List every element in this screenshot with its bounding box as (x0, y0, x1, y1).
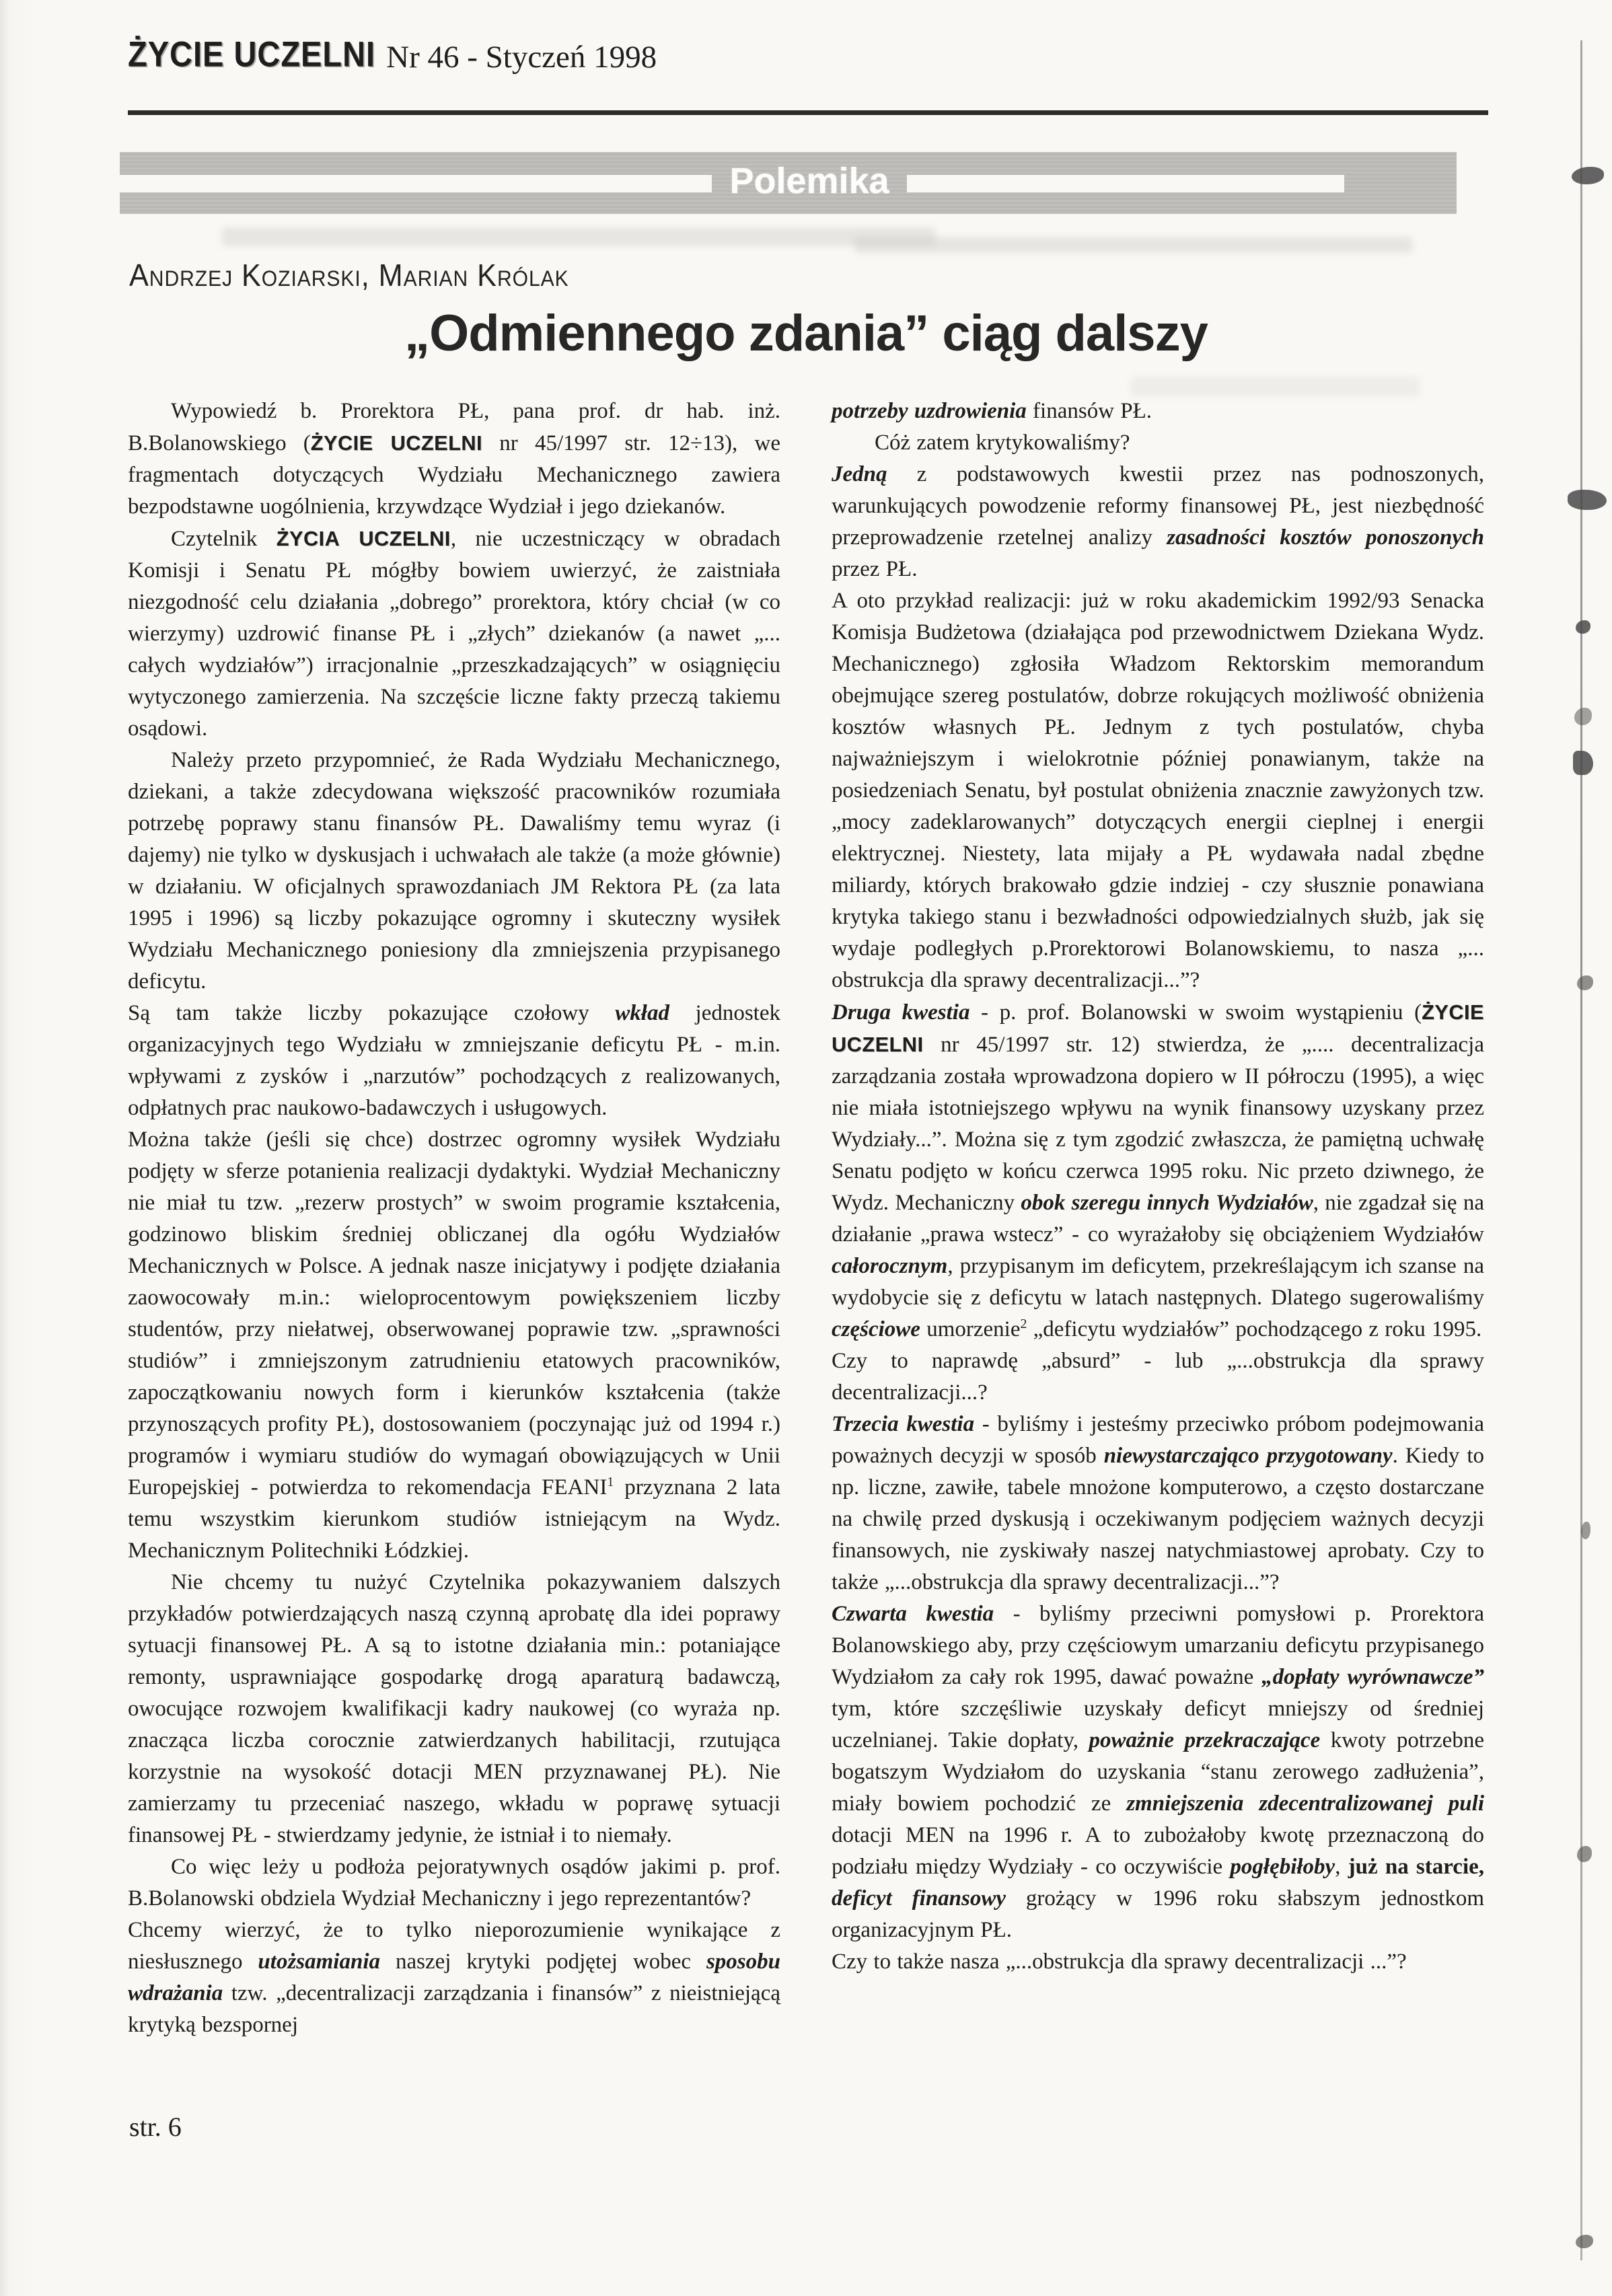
paragraph (832, 1345, 1484, 1409)
text-run: potrzeby uzdrowienia (832, 399, 1027, 423)
text-run: zmniejszenia zdecentralizowanej puli (1126, 1791, 1484, 1816)
text-run: sposobu wdrażania (128, 1950, 781, 2005)
text-run: Wypowiedź b. Prorektora PŁ, pana prof. dr hab. inż. B.Bolanowskiego ( (128, 399, 780, 455)
text-run: umorzenie (920, 1317, 1021, 1341)
text-run: wkład (615, 1001, 669, 1025)
scan-speck-artifact (1577, 975, 1593, 990)
text-run: Chcemy wierzyć, że to tylko nieporozumienie wynikające z niesłusznego (128, 1918, 780, 1974)
paragraph (128, 745, 780, 998)
banner-bar-left (120, 175, 712, 192)
bleedthrough-artifact (222, 227, 935, 246)
paragraph (832, 1409, 1484, 1598)
paragraph (128, 523, 780, 745)
text-run: całorocznym (832, 1254, 948, 1278)
text-run: 2 (1020, 1317, 1027, 1331)
text-run: 1 (607, 1475, 614, 1489)
text-run: zasadności kosztów ponoszonych (1167, 525, 1484, 550)
scan-speck-artifact (1576, 2235, 1593, 2248)
scan-speck-artifact (1576, 620, 1590, 634)
polemika-banner (120, 152, 1457, 214)
page-number: str. 6 (129, 2112, 182, 2142)
text-run: Czy to także nasza „...obstrukcja dla sprawy decentralizacji ...”? (832, 1950, 1407, 1974)
paragraph (832, 396, 1484, 427)
paragraph (832, 585, 1484, 996)
text-run: poważnie przekraczające (1089, 1728, 1321, 1752)
text-run: Nie chcemy tu nużyć Czytelnika pokazywaniem dalszych przykładów potwierdzających naszą czynną aprobatę dla idei poprawy sytuacji finansowej PŁ. A są to istotne działania min.: potaniające remonty, usprawniające gospodarkę drogą aparaturą badawczą, owocujące rozwojem kwalifikacji kadry naukowej (co wyraża np. znacząca liczba corocznie zatwierdzanych habilitacji, rzutująca korzystnie na wysokość dotacji MEN przyznawanej PŁ). Nie zamierzamy tu przeceniać naszego, wkładu w poprawę sytuacji finansowej PŁ - stwierdzamy jedynie, że istniał i to niemały. (128, 1570, 780, 1847)
paragraph (832, 459, 1484, 585)
text-run: Jedną (832, 462, 887, 486)
scan-fold-line-artifact (1580, 40, 1582, 2260)
banner-bar-right (907, 175, 1344, 192)
paragraph (832, 427, 1484, 459)
text-run: - p. prof. Bolanowski w swoim wystąpieniu ( (969, 1000, 1422, 1025)
text-run: Należy przeto przypomnieć, że Rada Wydziału Mechanicznego, dziekani, a także zdecydowana większość pracowników rozumiała potrzebę poprawy stanu finansów PŁ. Dawaliśmy temu wyraz (i dajemy) nie tylko w dyskusjach i uchwałach ale także (a może głównie) w działaniu. W oficjalnych sprawozdaniach JM Rektora PŁ (za lata 1995 i 1996) są liczby pokazujące ogromny i skuteczny wysiłek Wydziału Mechanicznego poniesiony dla zmniejszenia przypisanego deficytu. (128, 748, 780, 994)
text-run: Czytelnik (171, 527, 277, 551)
page-header (128, 34, 657, 75)
text-run: „deficytu wydziałów” pochodzącego z roku 1995. (1027, 1317, 1482, 1341)
article-body (128, 396, 1484, 2041)
text-run: jednostek organizacyjnych tego Wydziału w zmniejszanie deficytu PŁ - m.in. wpływami z zysków i „narzutów” pochodzących z realizowanych, odpłatnych prac naukowo-badawczych i usługowych. (128, 1001, 780, 1120)
text-run: nr 45/1997 str. 12) stwierdza, że „.... decentralizacja zarządzania została wprowadzona dopiero w II półroczu (1995), a więc nie miała istotniejszego wpływu na wynik finansowy uzyskany przez Wydziały...”. Można się z tym zgodzić zwłaszcza, że pamiętną uchwałę Senatu podjęto w końcu czerwca 1995 roku. Nic przeto dziwnego, że Wydz. Mechaniczny (832, 1033, 1484, 1215)
text-run: Trzecia kwestia (832, 1412, 975, 1436)
paragraph (128, 1915, 780, 2041)
text-run: przyznana 2 lata temu wszystkim kierunkom studiów istniejącym na Wydz. Mechanicznym Politechniki Łódzkiej. (128, 1475, 780, 1563)
text-run: przez PŁ. (832, 557, 918, 581)
text-run: tym, które szczęśliwie uzyskały deficyt mniejszy od średniej uczelnianej. Takie dopłaty, (832, 1697, 1484, 1752)
text-run: dotacji MEN na 1996 r. A to zubożałoby kwotę przeznaczoną do podziału między Wydziały - co oczywiście (832, 1823, 1484, 1879)
masthead-logo: ŻYCIE UCZELNI (128, 34, 376, 74)
inline-masthead-logo: ŻYCIA UCZELNI (276, 527, 451, 550)
text-run: finansów PŁ. (1026, 399, 1152, 423)
scan-speck-artifact (1581, 1522, 1590, 1539)
text-run: A oto przykład realizacji: już w roku akademickim 1992/93 Senacka Komisja Budżetowa (działająca pod przewodnictwem Dziekana Wydz. Mechanicznego) zgłosiła Władzom Rektorskim memorandum obejmujące szereg postulatów, dobrze rokujących możliwość obniżenia kosztów własnych PŁ. Jednym z tych postulatów, chyba najważniejszym i wielokrotnie później ponawianym, także na posiedzeniach Senatu, był postulat obniżenia znacznie zawyżonych tzw. „mocy zadeklarowanych” dotyczących energii cieplnej i energii elektrycznej. Niestety, lata mijały a PŁ wydawała nadal zbędne miliardy, których brakowało gdzie indziej - czy słusznie ponawiana krytyka takiego stanu i bezwładności odpowiedzialnych służb, jak się wydaje podległych p.Prorektorowi Bolanowskiemu, to nasza „... obstrukcja dla sprawy decentralizacji...”? (832, 589, 1484, 992)
section-label: Polemika (729, 161, 889, 201)
inline-masthead-logo: ŻYCIE UCZELNI (832, 1000, 1484, 1056)
text-run: . Kiedy to np. liczne, zawiłe, tabele mnożone komputerowo, a często dostarczane na chwilę przed dyskusją i oczekiwanym podjęciem ważnych decyzji finansowych, nie zyskiwały naszej natychmiastowej aprobaty. Czy to także „...obstrukcja dla sprawy decentralizacji...”? (832, 1444, 1484, 1594)
text-run: Co więc leży u podłoża pejoratywnych osądów jakimi p. prof. B.Bolanowski obdziela Wydział Mechaniczny i jego reprezentantów? (128, 1855, 780, 1911)
text-run: Cóż zatem krytykowaliśmy? (875, 431, 1130, 455)
article-title: „Odmiennego zdania” ciąg dalszy (404, 305, 1208, 362)
text-run: już na starcie, (1348, 1855, 1485, 1879)
paragraph (128, 1851, 780, 1915)
paragraph (832, 1946, 1484, 1978)
text-run: Czy to naprawdę „absurd” - lub „...obstrukcja dla sprawy decentralizacji...? (832, 1349, 1484, 1405)
text-run: , przypisanym im deficytem, przekreślającym ich szanse na wydobycie się z deficytu w latach następnych. Dlatego sugerowaliśmy (832, 1254, 1484, 1310)
text-run: , nie uczestniczący w obradach Komisji i Senatu PŁ mógłby bowiem uwierzyć, że zaistniała niezgodność celu działania „dobrego” prorektora, który chciał (w co wierzymy) uzdrowić finanse PŁ i „złych” dziekanów (a nawet „... całych wydziałów”) irracjonalnie „przeszkadzających” w osiągnięciu wytyczonego zamierzenia. Na szczęście liczne fakty przeczą takiemu osądowi. (128, 527, 781, 741)
paragraph (128, 1124, 780, 1567)
paragraph (128, 998, 780, 1124)
text-run: grożący w 1996 roku słabszym jednostkom organizacyjnym PŁ. (832, 1886, 1484, 1942)
scan-speck-artifact (1577, 1846, 1592, 1862)
text-run: tzw. „decentralizacji zarządzania i finansów” z nieistniejącą krytyką bezspornej (128, 1981, 780, 2037)
text-run: deficyt finansowy (832, 1886, 1006, 1911)
text-run: Można także (jeśli się chce) dostrzec ogromny wysiłek Wydziału podjęty w sferze potanienia realizacji dydaktyki. Wydział Mechaniczny nie miał tu tzw. „rezerw prostych” w swoim programie kształcenia, godzinowo bliskim średniej obliczanej dla ogółu Wydziałów Mechanicznych w Polsce. A jednak nasze inicjatywy i podjęte działania zaowocowały m.in.: wieloprocentowym powiększeniem liczby studentów, przy niełatwej, obserwowanej poprawie tzw. „sprawności studiów” i zmniejszonym zatrudnieniu etatowych pracowników, zapoczątkowaniu nowych form i kierunków kształcenia (także przynoszących profity PŁ), dostosowaniem (poczynając już od 1994 r.) programów i wymiaru studiów do wymagań obowiązujących w Unii Europejskiej - potwierdza to rekomendacja FEANI (128, 1127, 780, 1499)
text-run: Są tam także liczby pokazujące czołowy (128, 1001, 616, 1025)
scan-speck-artifact (1568, 490, 1607, 510)
text-run: pogłębiłoby (1230, 1855, 1335, 1879)
text-run: częściowe (832, 1317, 920, 1341)
inline-masthead-logo: ŻYCIE UCZELNI (310, 431, 483, 455)
text-run: „dopłaty wyrównawcze” (1261, 1665, 1484, 1689)
scan-speck-artifact (1572, 167, 1604, 184)
bleedthrough-artifact (854, 237, 1413, 253)
byline-authors: Andrzej Koziarski, Marian Królak (129, 258, 569, 293)
paragraph (128, 396, 780, 523)
text-run: nr 45/1997 str. 12÷13), we fragmentach dotyczących Wydziału Mechanicznego zawiera bezpodstawne uogólnienia, krzywdzące Wydział i jego dziekanów. (128, 431, 780, 519)
paragraph (832, 1598, 1484, 1946)
article-column-left (128, 396, 780, 2041)
paragraph (832, 996, 1484, 1345)
article-column-right (832, 396, 1484, 2041)
header-divider (128, 110, 1488, 115)
paragraph (128, 1567, 780, 1851)
text-run: - byliśmy i jesteśmy przeciwko próbom podejmowania poważnych decyzji w sposób (832, 1412, 1484, 1468)
scan-speck-artifact (1573, 751, 1593, 775)
text-run: Druga kwestia (832, 1000, 970, 1025)
text-run: z podstawowych kwestii przez nas podnoszonych, warunkujących powodzenie reformy finansowej PŁ, jest niezbędność przeprowadzenie rzetelnej analizy (832, 462, 1484, 550)
text-run: Czwarta kwestia (832, 1602, 994, 1626)
text-run: - byliśmy przeciwni pomysłowi p. Prorektora Bolanowskiego aby, przy częściowym umarzaniu deficytu przypisanego Wydziałom za cały rok 1995, dawać poważne (832, 1602, 1484, 1689)
bleedthrough-artifact (1130, 377, 1420, 397)
text-run: kwoty potrzebne bogatszym Wydziałom do uzyskania “stanu zerowego zadłużenia”, miały bowiem pochodzić ze (832, 1728, 1484, 1816)
text-run: naszej krytyki podjętej wobec (380, 1950, 706, 1974)
text-run: niewystarczająco przygotowany (1103, 1444, 1393, 1468)
text-run: obok szeregu innych Wydziałów (1021, 1191, 1313, 1215)
text-run: utożsamiania (258, 1950, 380, 1974)
text-run: , nie zgadzał się na działanie „prawa wstecz” - co wyrażałoby się obciążeniem Wydziałów (832, 1191, 1484, 1247)
issue-date: Nr 46 - Styczeń 1998 (386, 40, 657, 75)
text-run: , (1335, 1855, 1348, 1879)
scan-speck-artifact (1574, 708, 1592, 725)
